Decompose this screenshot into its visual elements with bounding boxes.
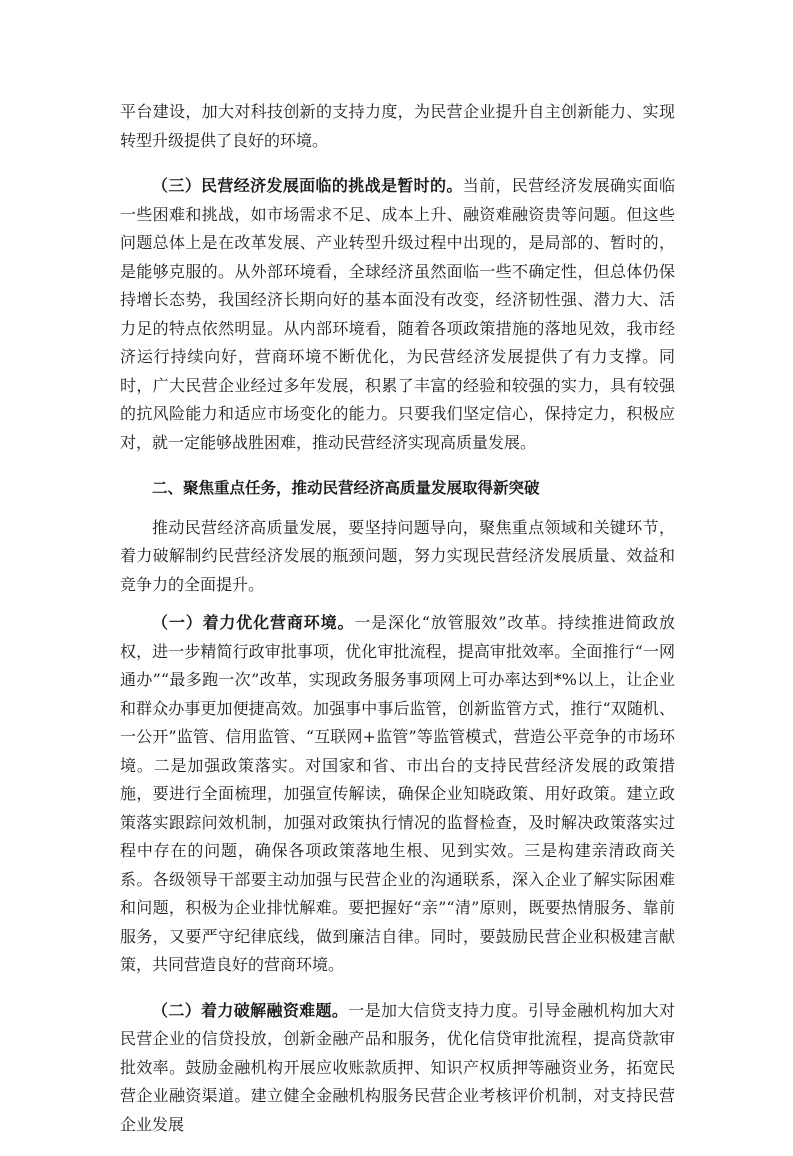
paragraph-continuation	[120, 98, 675, 155]
paragraph-text: 一是加大信贷支持力度。引导金融机构加大对民营企业的信贷投放，创新金融产品和服务，优化信贷审批流程，提高贷款审批效率。鼓励金融机构开展应收账款质押、知识产权质押等融资业务，拓宽民营企业融资渠道。建立健全金融机构服务民营企业考核评价机制，对支持民营企业发展	[120, 1000, 675, 1134]
paragraph-lead: （一）着力优化营商环境。	[152, 613, 355, 632]
paragraph-text: 推动民营经济高质量发展，要坚持问题导向，聚焦重点领域和关键环节，着力破解制约民营经济发展的瓶颈问题，努力实现民营经济发展质量、效益和竞争力的全面提升。	[120, 517, 675, 594]
document-page	[120, 98, 675, 1156]
paragraph-text: 平台建设，加大对科技创新的支持力度，为民营企业提升自主创新能力、实现转型升级提供了良好的环境。	[120, 102, 675, 150]
paragraph-business-environment	[120, 609, 675, 980]
paragraph-lead: （三）民营经济发展面临的挑战是暂时的。	[152, 176, 463, 195]
section-heading: 二、聚焦重点任务，推动民营经济高质量发展取得新突破	[152, 479, 540, 497]
paragraph-challenges	[120, 172, 675, 457]
paragraph-text: 一是深化“放管服效”改革。持续推进简政放权，进一步精简行政审批事项，优化审批流程，提高审批效率。全面推行“一网通办”“最多跑一次”改革，实现政务服务事项网上可办率达到*%以上，让企业和群众办事更加便捷高效。加强事中事后监管，创新监管方式，推行“双随机、一公开”监管、信用监管、“互联网+监管”等监管模式，营造公平竞争的市场环境。二是加强政策落实。对国家和省、市出台的支持民营经济发展的政策措施，要进行全面梳理，加强宣传解读，确保企业知晓政策、用好政策。建立政策落实跟踪问效机制，加强对政策执行情况的监督检查，及时解决政策落实过程中存在的问题，确保各项政策落地生根、见到实效。三是构建亲清政商关系。各级领导干部要主动加强与民营企业的沟通联系，深入企业了解实际困难和问题，积极为企业排忧解难。要把握好“亲”“清”原则，既要热情服务、靠前服务，又要严守纪律底线，做到廉洁自律。同时，要鼓励民营企业积极建言献策，共同营造良好的营商环境。	[120, 613, 675, 974]
paragraph-text: 当前，民营经济发展确实面临一些困难和挑战，如市场需求不足、成本上升、融资难融资贵等问题。但这些问题总体上是在改革发展、产业转型升级过程中出现的，是局部的、暂时的，是能够克服的。从外部环境看，全球经济虽然面临一些不确定性，但总体仍保持增长态势，我国经济长期向好的基本面没有改变，经济韧性强、潜力大、活力足的特点依然明显。从内部环境看，随着各项政策措施的落地见效，我市经济运行持续向好，营商环境不断优化，为民营经济发展提供了有力支撑。同时，广大民营企业经过多年发展，积累了丰富的经验和较强的实力，具有较强的抗风险能力和适应市场变化的能力。只要我们坚定信心，保持定力，积极应对，就一定能够战胜困难，推动民营经济实现高质量发展。	[120, 176, 675, 452]
paragraph-financing	[120, 997, 675, 1140]
paragraph-intro	[120, 514, 675, 600]
paragraph-lead: （二）着力破解融资难题。	[152, 1000, 349, 1020]
